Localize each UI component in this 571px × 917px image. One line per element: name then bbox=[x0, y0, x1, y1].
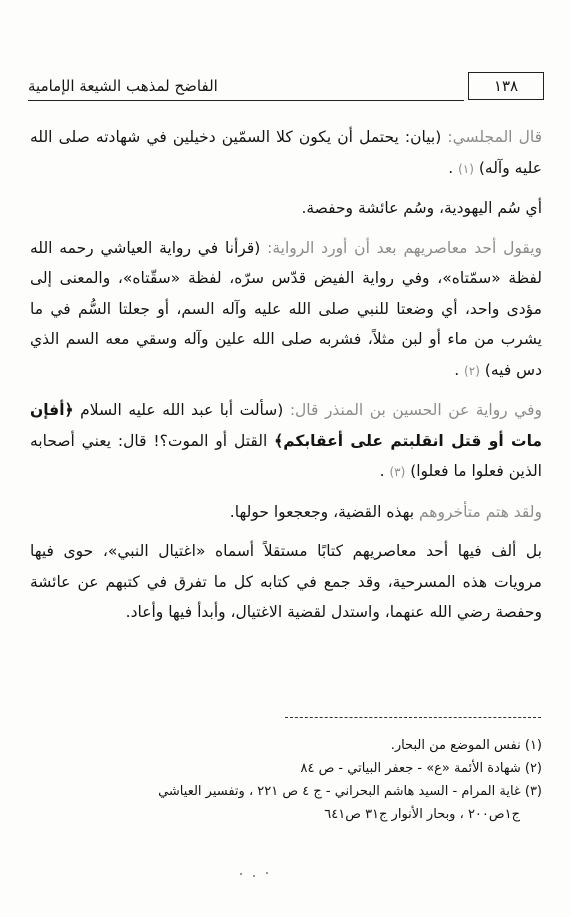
faded-lead: ويقول أحد معاصريهم بعد أن أورد الرواية: bbox=[267, 238, 543, 257]
scan-specks bbox=[236, 870, 276, 880]
paragraph-end: . bbox=[379, 462, 390, 480]
faded-lead: قال المجلسي: bbox=[447, 128, 542, 146]
page-number: ١٣٨ bbox=[468, 72, 544, 100]
speck bbox=[240, 873, 242, 875]
paragraph-end: . bbox=[454, 360, 465, 379]
speck bbox=[253, 875, 255, 877]
footnote-2: (٢) شهادة الأئمة «ع» - جعفر البياتي - ص ٨٤ bbox=[300, 761, 542, 776]
paragraph-end: . bbox=[448, 158, 459, 177]
footnote-separator bbox=[285, 717, 541, 718]
footnote-ref: (٣) bbox=[389, 465, 406, 479]
page-header bbox=[28, 68, 544, 104]
faded-lead: وفي رواية عن الحسين بن المنذر قال: bbox=[289, 401, 542, 419]
running-title-text: الفاضح لمذهب الشيعة الإمامية bbox=[28, 77, 218, 95]
running-title bbox=[28, 72, 458, 100]
speck bbox=[266, 872, 268, 874]
footnote-ref: (١) bbox=[458, 161, 474, 176]
footnotes bbox=[30, 734, 542, 826]
paragraph-5 bbox=[30, 497, 542, 528]
paragraph-4 bbox=[30, 395, 542, 488]
paragraph-text: أي سُم اليهودية، وسُم عائشة وحفصة. bbox=[301, 199, 542, 217]
footnote-ref: (٢) bbox=[464, 363, 480, 378]
footnote-3: (٣) غاية المرام - السيد هاشم البحراني - ج ٤ ص ٢٢١ ، وتفسير العياشي bbox=[158, 784, 542, 799]
paragraph-6 bbox=[30, 536, 542, 628]
paragraph-2 bbox=[30, 193, 542, 224]
paragraph-text: (بيان: يحتمل أن يكون كلا السمّين دخيلين في شهادته صلى الله عليه وآله) bbox=[30, 128, 542, 177]
paragraph-text: (سألت أبا عبد الله عليه السلام bbox=[73, 401, 290, 419]
paragraph-text: (قرأنا في رواية العياشي رحمه الله لفظة «سمّتاه»، وفي رواية الفيض قدّس سرّه، لفظة «سقّتاه»، والمعنى إلى مؤدى واحد، أي وضعتا للنبي صلى الله عليه وآله السم، أو جعلتا السُّم في ما يشرب من ماء أو لبن مثلاً، فشربه صلى الله علين وآله وسقي معه السم الذي دس فيه) bbox=[30, 238, 542, 379]
footnote-3-continuation: ج١ص٢٠٠ ، وبحار الأنوار ج٣١ ص٦٤١ bbox=[324, 807, 520, 822]
header-rule bbox=[28, 100, 464, 101]
main-text bbox=[30, 122, 542, 637]
paragraph-text-2: القتل أو الموت؟! قال: يعني أصحابه الذين فعلوا ما فعلوا) bbox=[30, 431, 542, 480]
paragraph-text: بهذه القضية، وجعجعوا حولها. bbox=[229, 502, 419, 521]
paragraph-1 bbox=[30, 122, 542, 184]
paragraph-3 bbox=[30, 233, 542, 387]
faded-lead: ولقد هتم متأخروهم bbox=[418, 502, 542, 521]
paragraph-text: بل ألف فيها أحد معاصريهم كتابًا مستقلاً أسماه «اغتيال النبي»، حوى فيها مرويات هذه المسرحية، وقد جمع في كتابه كل ما تفرق في كتبهم عن عائشة وحفصة رضي الله عنهما، واستدل لقضية الاغتيال، وأبدأ فيها وأعاد. bbox=[30, 542, 542, 621]
footnote-1: (١) نفس الموضع من البحار. bbox=[390, 738, 542, 753]
quran-verse: ﴿أفإن مات أو قتل انقلبتم على أعقابكم﴾ bbox=[30, 401, 542, 450]
